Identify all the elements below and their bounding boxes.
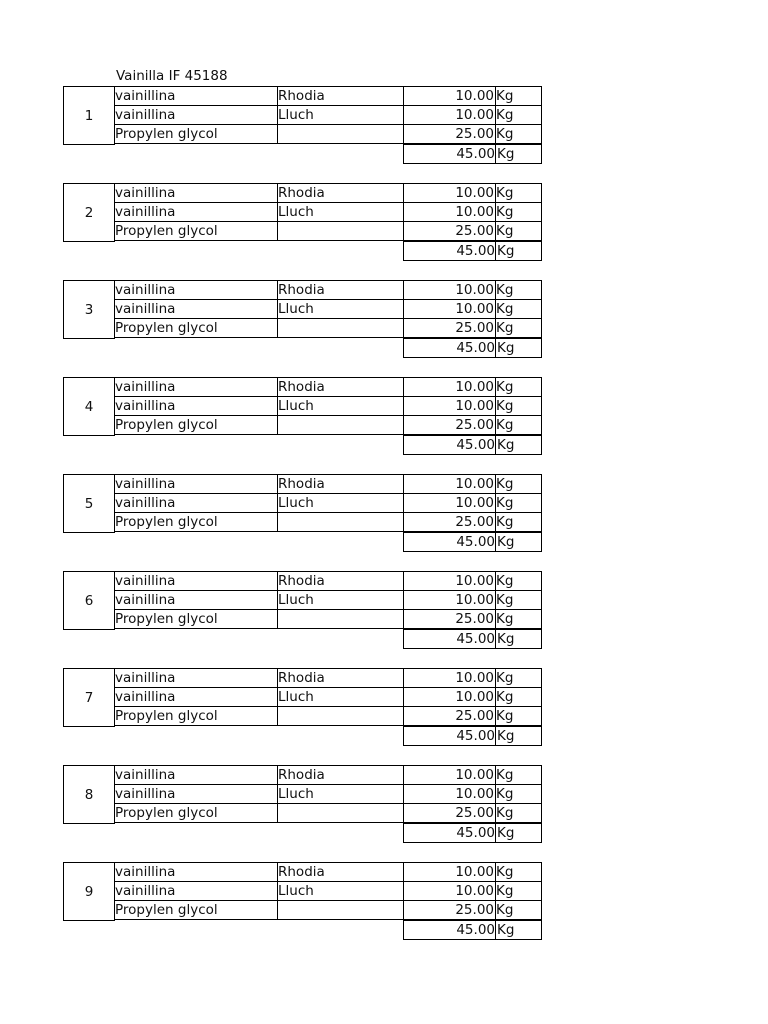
total-quantity-cell: 45.00 [403,532,496,552]
supplier-cell: Lluch [277,881,404,901]
supplier-cell: Rhodia [277,86,404,106]
block-number: 5 [63,474,115,533]
quantity-cell: 10.00 [403,668,496,688]
total-unit-cell: Kg [495,532,542,552]
formula-block [63,668,543,746]
supplier-cell [277,900,404,920]
quantity-cell: 10.00 [403,881,496,901]
block-number: 7 [63,668,115,727]
ingredient-name-cell: vainillina [114,784,278,804]
supplier-cell: Lluch [277,105,404,125]
ingredient-name-cell: Propylen glycol [114,221,278,241]
total-quantity-cell: 45.00 [403,338,496,358]
unit-cell: Kg [495,862,542,882]
unit-cell: Kg [495,377,542,397]
quantity-cell: 10.00 [403,396,496,416]
unit-cell: Kg [495,687,542,707]
unit-cell: Kg [495,183,542,203]
unit-cell: Kg [495,124,542,144]
ingredient-name-cell: vainillina [114,493,278,513]
unit-cell: Kg [495,881,542,901]
supplier-cell: Lluch [277,396,404,416]
supplier-cell: Rhodia [277,668,404,688]
unit-cell: Kg [495,668,542,688]
supplier-cell [277,512,404,532]
supplier-cell: Rhodia [277,765,404,785]
total-quantity-cell: 45.00 [403,726,496,746]
block-number: 4 [63,377,115,436]
total-unit-cell: Kg [495,435,542,455]
quantity-cell: 25.00 [403,803,496,823]
ingredient-name-cell: Propylen glycol [114,415,278,435]
quantity-cell: 10.00 [403,765,496,785]
unit-cell: Kg [495,900,542,920]
quantity-cell: 25.00 [403,318,496,338]
quantity-cell: 10.00 [403,862,496,882]
ingredient-name-cell: vainillina [114,474,278,494]
ingredient-name-cell: vainillina [114,377,278,397]
unit-cell: Kg [495,803,542,823]
supplier-cell: Rhodia [277,183,404,203]
supplier-cell [277,124,404,144]
quantity-cell: 10.00 [403,474,496,494]
ingredient-name-cell: vainillina [114,571,278,591]
ingredient-name-cell: Propylen glycol [114,900,278,920]
quantity-cell: 10.00 [403,687,496,707]
supplier-cell: Lluch [277,299,404,319]
formula-block [63,862,543,940]
ingredient-name-cell: vainillina [114,299,278,319]
total-quantity-cell: 45.00 [403,241,496,261]
unit-cell: Kg [495,512,542,532]
quantity-cell: 25.00 [403,221,496,241]
unit-cell: Kg [495,202,542,222]
unit-cell: Kg [495,280,542,300]
formula-block [63,280,543,358]
quantity-cell: 10.00 [403,299,496,319]
total-quantity-cell: 45.00 [403,823,496,843]
ingredient-name-cell: Propylen glycol [114,706,278,726]
ingredient-name-cell: vainillina [114,862,278,882]
unit-cell: Kg [495,609,542,629]
unit-cell: Kg [495,571,542,591]
block-number: 9 [63,862,115,921]
supplier-cell: Lluch [277,687,404,707]
unit-cell: Kg [495,299,542,319]
block-number: 6 [63,571,115,630]
unit-cell: Kg [495,493,542,513]
formula-block [63,183,543,261]
unit-cell: Kg [495,590,542,610]
supplier-cell: Lluch [277,202,404,222]
quantity-cell: 25.00 [403,706,496,726]
supplier-cell [277,318,404,338]
unit-cell: Kg [495,396,542,416]
supplier-cell [277,706,404,726]
total-unit-cell: Kg [495,920,542,940]
total-unit-cell: Kg [495,629,542,649]
supplier-cell: Rhodia [277,280,404,300]
formula-block [63,765,543,843]
quantity-cell: 25.00 [403,900,496,920]
quantity-cell: 10.00 [403,86,496,106]
ingredient-name-cell: Propylen glycol [114,512,278,532]
ingredient-name-cell: Propylen glycol [114,318,278,338]
total-unit-cell: Kg [495,144,542,164]
total-unit-cell: Kg [495,241,542,261]
total-unit-cell: Kg [495,726,542,746]
ingredient-name-cell: vainillina [114,280,278,300]
quantity-cell: 10.00 [403,784,496,804]
quantity-cell: 10.00 [403,590,496,610]
quantity-cell: 10.00 [403,105,496,125]
ingredient-name-cell: vainillina [114,765,278,785]
ingredient-name-cell: vainillina [114,202,278,222]
unit-cell: Kg [495,765,542,785]
total-quantity-cell: 45.00 [403,629,496,649]
formula-block [63,377,543,455]
ingredient-name-cell: Propylen glycol [114,609,278,629]
supplier-cell: Rhodia [277,474,404,494]
block-number: 8 [63,765,115,824]
ingredient-name-cell: vainillina [114,396,278,416]
unit-cell: Kg [495,221,542,241]
quantity-cell: 10.00 [403,493,496,513]
ingredient-name-cell: vainillina [114,590,278,610]
supplier-cell: Rhodia [277,862,404,882]
total-quantity-cell: 45.00 [403,435,496,455]
quantity-cell: 25.00 [403,512,496,532]
total-quantity-cell: 45.00 [403,920,496,940]
block-number: 2 [63,183,115,242]
ingredient-name-cell: vainillina [114,881,278,901]
quantity-cell: 10.00 [403,377,496,397]
supplier-cell [277,803,404,823]
ingredient-name-cell: vainillina [114,668,278,688]
unit-cell: Kg [495,415,542,435]
supplier-cell: Lluch [277,784,404,804]
ingredient-name-cell: vainillina [114,183,278,203]
unit-cell: Kg [495,706,542,726]
unit-cell: Kg [495,784,542,804]
supplier-cell: Lluch [277,590,404,610]
supplier-cell [277,415,404,435]
unit-cell: Kg [495,105,542,125]
ingredient-name-cell: vainillina [114,105,278,125]
unit-cell: Kg [495,318,542,338]
unit-cell: Kg [495,86,542,106]
quantity-cell: 25.00 [403,415,496,435]
total-unit-cell: Kg [495,823,542,843]
quantity-cell: 25.00 [403,124,496,144]
formula-block [63,571,543,649]
document-title: Vainilla IF 45188 [116,68,228,84]
formula-block [63,474,543,552]
total-quantity-cell: 45.00 [403,144,496,164]
quantity-cell: 10.00 [403,280,496,300]
quantity-cell: 10.00 [403,571,496,591]
total-unit-cell: Kg [495,338,542,358]
ingredient-name-cell: vainillina [114,687,278,707]
ingredient-name-cell: Propylen glycol [114,124,278,144]
supplier-cell: Rhodia [277,571,404,591]
ingredient-name-cell: Propylen glycol [114,803,278,823]
block-number: 1 [63,86,115,145]
supplier-cell: Lluch [277,493,404,513]
ingredient-name-cell: vainillina [114,86,278,106]
quantity-cell: 25.00 [403,609,496,629]
supplier-cell [277,609,404,629]
quantity-cell: 10.00 [403,202,496,222]
supplier-cell [277,221,404,241]
unit-cell: Kg [495,474,542,494]
quantity-cell: 10.00 [403,183,496,203]
supplier-cell: Rhodia [277,377,404,397]
block-number: 3 [63,280,115,339]
formula-block [63,86,543,164]
